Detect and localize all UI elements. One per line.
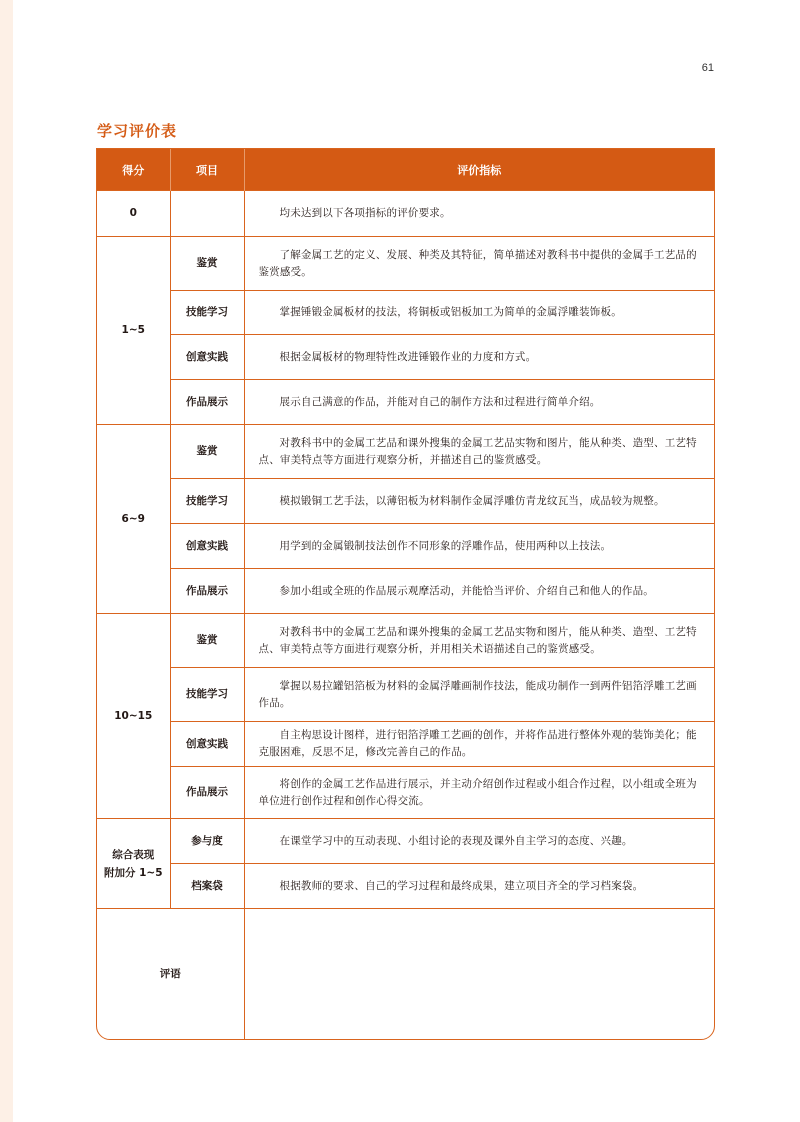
score-cell: 0 [97, 191, 170, 237]
item-cell: 创意实践 [170, 722, 244, 767]
table-row [97, 291, 714, 335]
criteria-cell: 将创作的金属工艺作品进行展示，并主动介绍创作过程或小组合作过程，以小组或全班为单位进行创作过程和创作心得交流。 [244, 767, 714, 819]
criteria-cell: 均未达到以下各项指标的评价要求。 [244, 191, 714, 237]
comments-area[interactable] [244, 909, 714, 1040]
criteria-cell: 展示自己满意的作品，并能对自己的制作方法和过程进行简单介绍。 [244, 380, 714, 425]
criteria-cell: 了解金属工艺的定义、发展、种类及其特征，简单描述对教科书中提供的金属手工艺品的鉴赏感受。 [244, 237, 714, 291]
table-row [97, 191, 714, 237]
item-cell: 鉴赏 [170, 237, 244, 291]
score-cell: 6~9 [97, 425, 170, 614]
criteria-cell: 参加小组或全班的作品展示观摩活动，并能恰当评价、介绍自己和他人的作品。 [244, 569, 714, 614]
table-row [97, 864, 714, 909]
evaluation-table [96, 148, 715, 1040]
page-number: 61 [701, 62, 714, 74]
table-row [97, 335, 714, 380]
item-cell: 作品展示 [170, 767, 244, 819]
table-row [97, 380, 714, 425]
comments-label: 评语 [97, 909, 244, 1040]
item-cell: 创意实践 [170, 524, 244, 569]
table-row [97, 722, 714, 767]
score-cell [97, 819, 170, 909]
page-side-strip [0, 0, 13, 1122]
item-cell: 档案袋 [170, 864, 244, 909]
table-row [97, 569, 714, 614]
item-cell: 创意实践 [170, 335, 244, 380]
item-cell: 技能学习 [170, 479, 244, 524]
comments-row [97, 909, 714, 1040]
score-cell: 1~5 [97, 237, 170, 425]
table-row [97, 425, 714, 479]
item-cell: 作品展示 [170, 569, 244, 614]
score-line-2: 附加分 1~5 [103, 866, 163, 879]
item-cell: 作品展示 [170, 380, 244, 425]
criteria-cell: 用学到的金属锻制技法创作不同形象的浮雕作品，使用两种以上技法。 [244, 524, 714, 569]
criteria-cell: 根据金属板材的物理特性改进锤锻作业的力度和方式。 [244, 335, 714, 380]
item-cell [170, 191, 244, 237]
criteria-cell: 掌握锤锻金属板材的技法，将铜板或铝板加工为简单的金属浮雕装饰板。 [244, 291, 714, 335]
criteria-cell: 自主构思设计图样，进行铝箔浮雕工艺画的创作，并将作品进行整体外观的装饰美化；能克服困难，反思不足，修改完善自己的作品。 [244, 722, 714, 767]
table-header-row [97, 149, 714, 191]
header-criteria: 评价指标 [244, 149, 714, 191]
criteria-cell: 掌握以易拉罐铝箔板为材料的金属浮雕画制作技法，能成功制作一到两件铝箔浮雕工艺画作品。 [244, 668, 714, 722]
criteria-cell: 在课堂学习中的互动表现、小组讨论的表现及课外自主学习的态度、兴趣。 [244, 819, 714, 864]
table-row [97, 668, 714, 722]
item-cell: 鉴赏 [170, 425, 244, 479]
criteria-cell: 模拟锻铜工艺手法，以薄铝板为材料制作金属浮雕仿青龙纹瓦当，成品较为规整。 [244, 479, 714, 524]
item-cell: 技能学习 [170, 291, 244, 335]
table-row [97, 237, 714, 291]
item-cell: 技能学习 [170, 668, 244, 722]
table-row [97, 614, 714, 668]
table-row [97, 479, 714, 524]
criteria-cell: 对教科书中的金属工艺品和课外搜集的金属工艺品实物和图片，能从种类、造型、工艺特点、审美特点等方面进行观察分析，并描述自己的鉴赏感受。 [244, 425, 714, 479]
header-item: 项目 [170, 149, 244, 191]
table-row [97, 524, 714, 569]
section-title: 学习评价表 [97, 122, 178, 140]
criteria-cell: 对教科书中的金属工艺品和课外搜集的金属工艺品实物和图片，能从种类、造型、工艺特点、审美特点等方面进行观察分析，并用相关术语描述自己的鉴赏感受。 [244, 614, 714, 668]
table-row [97, 767, 714, 819]
table-row [97, 819, 714, 864]
header-score: 得分 [97, 149, 170, 191]
criteria-cell: 根据教师的要求、自己的学习过程和最终成果，建立项目齐全的学习档案袋。 [244, 864, 714, 909]
item-cell: 参与度 [170, 819, 244, 864]
item-cell: 鉴赏 [170, 614, 244, 668]
score-line-1: 综合表现 [112, 848, 155, 861]
score-cell: 10~15 [97, 614, 170, 819]
